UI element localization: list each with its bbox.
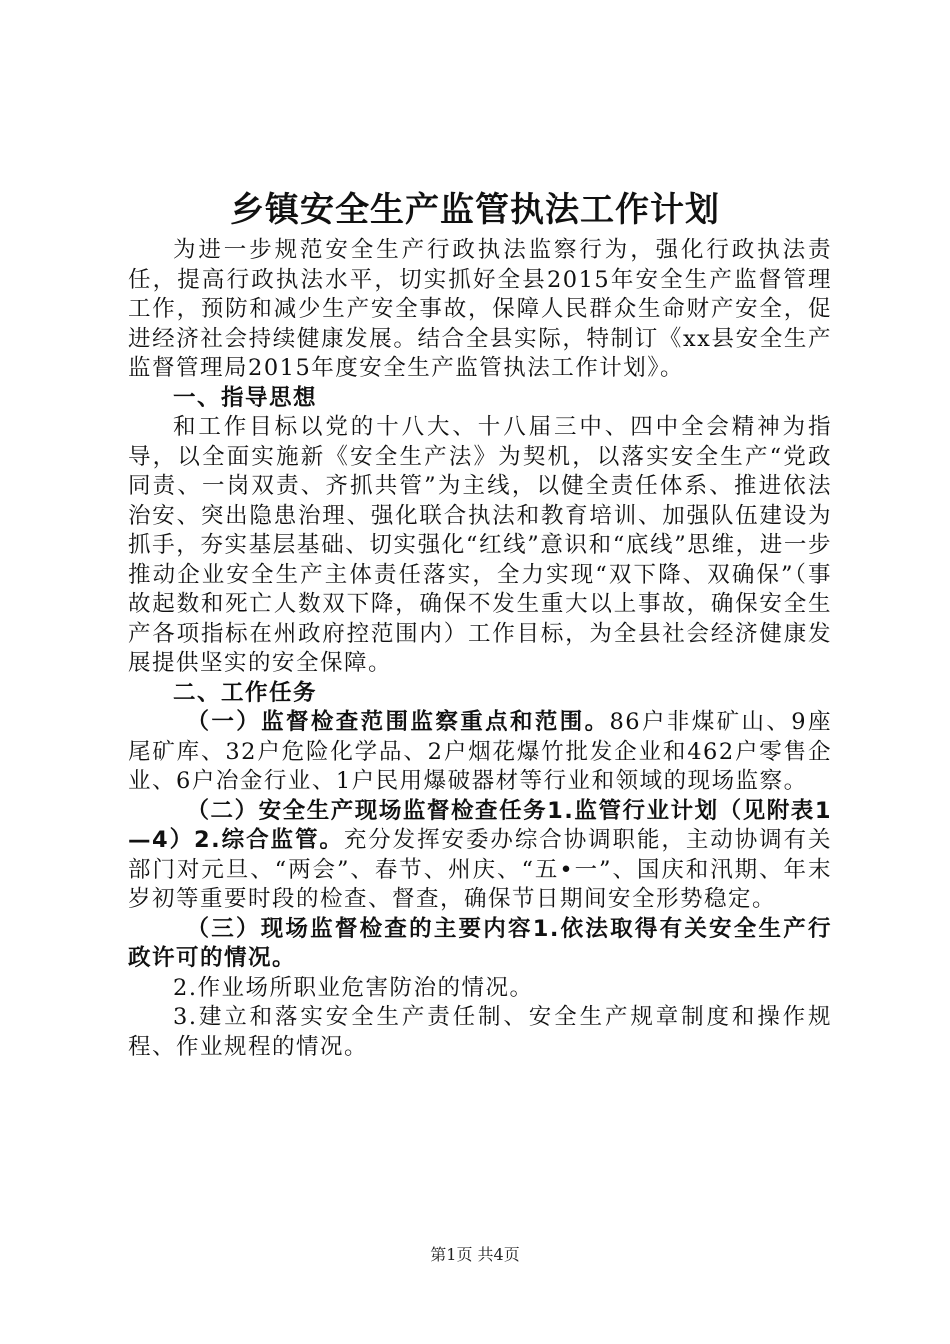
task-item-2 xyxy=(128,797,832,915)
task-item-1-body: 86户非煤矿山、9座尾矿库、32户危险化学品、2户烟花爆竹批发企业和462户零售企业、6户冶金行业、1户民用爆破器材等行业和领域的现场监察。 xyxy=(128,709,832,794)
document-title: 乡镇安全生产监管执法工作计划 xyxy=(230,190,720,230)
inspection-point-3: 3.建立和落实安全生产责任制、安全生产规章制度和操作规程、作业规程的情况。 xyxy=(128,1004,832,1060)
page-footer: 第1页 共4页 xyxy=(430,1245,520,1264)
section-heading-guiding-thought: 一、指导思想 xyxy=(173,384,318,411)
task-item-3 xyxy=(128,915,832,974)
task-item-1 xyxy=(128,708,832,797)
intro-paragraph: 为进一步规范安全生产行政执法监察行为，强化行政执法责任，提高行政执法水平，切实抓好全县2015年安全生产监督管理工作，预防和减少生产安全事故，保障人民群众生命财产安全，促进经济社会持续健康发展。结合全县实际，特制订《xx县安全生产监督管理局2015年度安全生产监管执法工作计划》。 xyxy=(128,237,832,381)
task-item-2-lead: （二）安全生产现场监督检查任务1.监管行业计划（见附表1—4）2.综合监管。 xyxy=(128,797,832,853)
inspection-point-2: 2.作业场所职业危害防治的情况。 xyxy=(173,974,534,1001)
document-body xyxy=(128,236,832,1062)
task-item-2-body: 充分发挥安委办综合协调职能，主动协调有关部门对元旦、“两会”、春节、州庆、“五•一”、国庆和汛期、年末岁初等重要时段的检查、督查，确保节日期间安全形势稳定。 xyxy=(128,827,832,912)
task-item-1-lead: （一）监督检查范围监察重点和范围。 xyxy=(186,709,610,735)
guiding-thought-paragraph: 和工作目标以党的十八大、十八届三中、四中全会精神为指导，以全面实施新《安全生产法》为契机，以落实安全生产“党政同责、一岗双责、齐抓共管”为主线，以健全责任体系、推进依法治安、突出隐患治理、强化联合执法和教育培训、加强队伍建设为抓手，夯实基层基础、切实强化“红线”意识和“底线”思维，进一步推动企业安全生产主体责任落实，全力实现“双下降、双确保”（事故起数和死亡人数双下降，确保不发生重大以上事故，确保安全生产各项指标在州政府控范围内）工作目标，为全县社会经济健康发展提供坚实的安全保障。 xyxy=(128,414,832,676)
task-item-3-lead: （三）现场监督检查的主要内容1.依法取得有关安全生产行政许可的情况。 xyxy=(128,915,832,971)
section-heading-work-tasks: 二、工作任务 xyxy=(173,679,318,706)
